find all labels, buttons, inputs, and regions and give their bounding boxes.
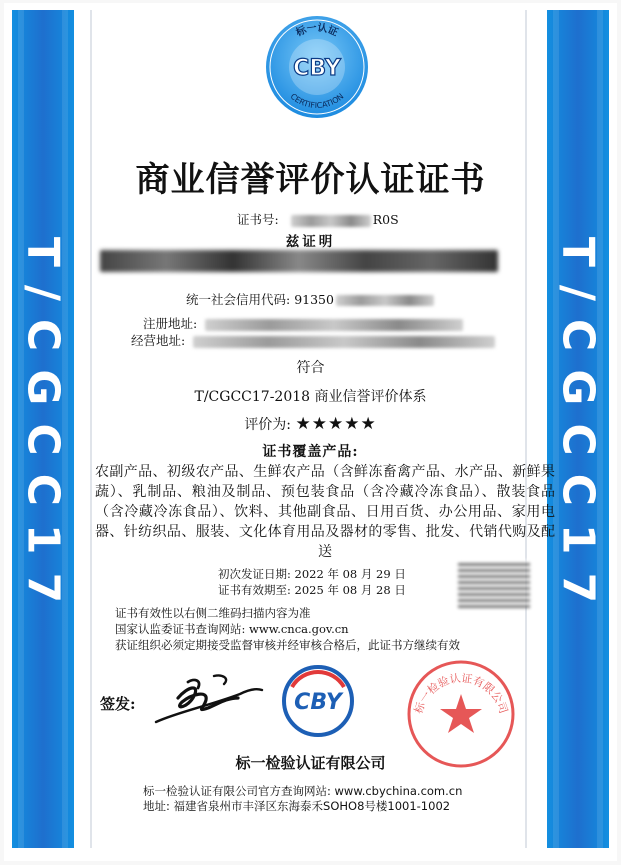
footer-address: 地址: 福建省泉州市丰泽区东海泰禾SOHO8号楼1001-1002 <box>143 799 451 813</box>
right-side-text: T/CGCC17 <box>552 236 604 622</box>
logo-top-arc: 标一认证 <box>294 22 340 39</box>
note-query-site: 国家认监委证书查询网站: www.cnca.gov.cn <box>115 622 349 636</box>
biz-address-redacted <box>193 336 495 348</box>
biz-address-label: 经营地址: <box>131 333 186 348</box>
reg-address-label: 注册地址: <box>143 316 198 331</box>
scope-title: 证书覆盖产品: <box>262 444 359 460</box>
rating-stars: ★★★★★ <box>295 414 377 434</box>
cert-number-row <box>237 210 399 228</box>
cert-number-label: 证书号: <box>237 212 279 227</box>
credit-code-visible: 91350 <box>294 292 334 307</box>
note-validity: 证书有效性以右侧二维码扫描内容为准 <box>115 606 311 620</box>
company-name-redacted <box>100 250 521 276</box>
scope-text: 农副产品、初级农产品、生鲜农产品（含鲜冻畜禽产品、水产品、新鲜果蔬）、乳制品、粮油及制品、预包装食品（含冷藏冷冻食品）、散装食品（含冷藏冷冻食品）、饮料、其他副食品、日用百货、办公用品、家用电器、针纺织品、服装、文化体育用品及器材的零售、批发、代销代购及配送 <box>95 464 555 560</box>
issuer-name: 标一检验认证有限公司 <box>235 754 386 772</box>
qr-code[interactable] <box>458 560 530 608</box>
valid-until-date: 证书有效期至: 2025 年 08 月 28 日 <box>218 583 406 597</box>
credit-code-redacted <box>336 295 434 306</box>
credit-code-row <box>186 290 434 308</box>
rating-label: 评价为: <box>244 417 292 433</box>
note-surveillance: 获证组织必须定期接受监督审核并经审核合格后，此证书方继续有效 <box>115 638 460 652</box>
bottom-logo-abbr: CBY <box>294 690 342 715</box>
footer-query-site: 标一检验认证有限公司官方查询网站: www.cbychina.com.cn <box>143 784 463 798</box>
signature-image <box>148 668 268 728</box>
biz-address-row <box>131 331 495 349</box>
cert-number-visible: R0S <box>372 212 399 227</box>
logo-bottom-arc: CERTIFICATION <box>288 91 346 111</box>
rating-row <box>0 414 621 434</box>
cby-logo-bottom <box>282 665 354 737</box>
left-side-text: T/CGCC17 <box>17 236 69 622</box>
certify-text: 兹证明 <box>285 234 336 250</box>
sign-label: 签发: <box>100 695 136 713</box>
reg-address-row <box>143 314 463 332</box>
seal-text: 标一检验认证有限公司 <box>411 671 511 716</box>
conform-text: 符合 <box>296 360 325 376</box>
cert-number-redacted <box>291 215 371 227</box>
certificate-title: 商业信誉评价认证证书 <box>135 160 486 200</box>
credit-code-label: 统一社会信用代码: <box>186 292 291 307</box>
reg-address-redacted <box>205 319 463 331</box>
cby-logo-top <box>264 14 370 120</box>
standard-text: T/CGCC17-2018 商业信誉评价体系 <box>194 389 427 405</box>
logo-abbr: CBY <box>293 56 341 81</box>
first-issue-date: 初次发证日期: 2022 年 08 月 29 日 <box>218 567 406 581</box>
